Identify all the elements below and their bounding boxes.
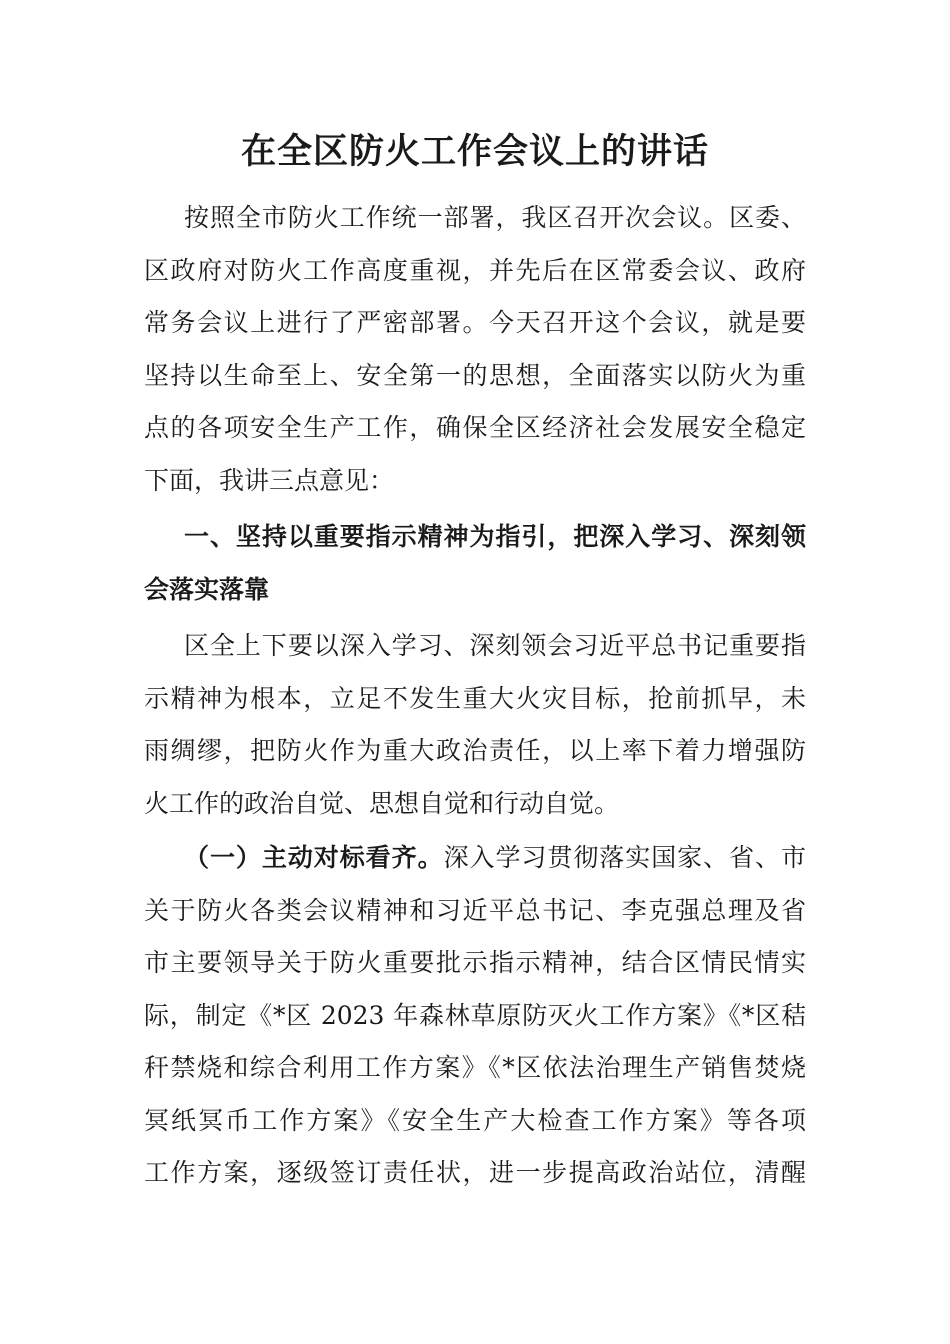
- body-line: 雨绸缪，把防火作为重大政治责任，以上率下着力增强防: [144, 736, 806, 765]
- intro-line: 常务会议上进行了严密部署。今天召开这个会议，就是要: [144, 308, 806, 337]
- section-heading-line: 会落实落靠: [144, 574, 270, 604]
- section-heading: [144, 511, 806, 616]
- body-line: 示精神为根本，立足不发生重大火灾目标，抢前抓早，未: [144, 683, 806, 713]
- subsection-line: 市主要领导关于防火重要批示指示精神，结合区情民情实: [144, 948, 806, 977]
- body-line: 区全上下要以深入学习、深刻领会习近平总书记重要指: [184, 631, 806, 660]
- subsection-line: 工作方案，逐级签订责任状，进一步提高政治站位，清醒: [144, 1158, 806, 1187]
- document-title: 在全区防火工作会议上的讲话: [240, 131, 709, 172]
- intro-line: 按照全市防火工作统一部署，我区召开次会议。区委、: [184, 203, 806, 232]
- subsection-first-line-text: 深入学习贯彻落实国家、省、市: [443, 843, 806, 872]
- subsection-line: 关于防火各类会议精神和习近平总书记、李克强总理及省: [144, 895, 806, 925]
- intro-line: 点的各项安全生产工作，确保全区经济社会发展安全稳定: [144, 413, 806, 442]
- subsection-line: 秆禁烧和综合利用工作方案》《*区依法治理生产销售焚烧: [144, 1053, 806, 1082]
- subsection-first-line: [144, 832, 806, 885]
- intro-line: 下面，我讲三点意见：: [144, 465, 395, 495]
- intro-paragraph: [144, 192, 806, 507]
- intro-line: 坚持以生命至上、安全第一的思想，全面落实以防火为重: [144, 360, 806, 390]
- body-line: 火工作的政治自觉、思想自觉和行动自觉。: [144, 788, 620, 818]
- section-heading-line: 一、坚持以重要指示精神为指引，把深入学习、深刻领: [184, 522, 806, 551]
- subsection-lead: （一）主动对标看齐。: [184, 843, 444, 872]
- subsection-paragraph: [144, 832, 806, 1200]
- section-body-paragraph: [144, 620, 806, 830]
- subsection-line: 冥纸冥币工作方案》《安全生产大检查工作方案》等各项: [144, 1105, 806, 1135]
- intro-line: 区政府对防火工作高度重视，并先后在区常委会议、政府: [144, 255, 806, 285]
- subsection-line: 际，制定《*区 2023 年森林草原防灭火工作方案》《*区秸: [144, 1000, 806, 1030]
